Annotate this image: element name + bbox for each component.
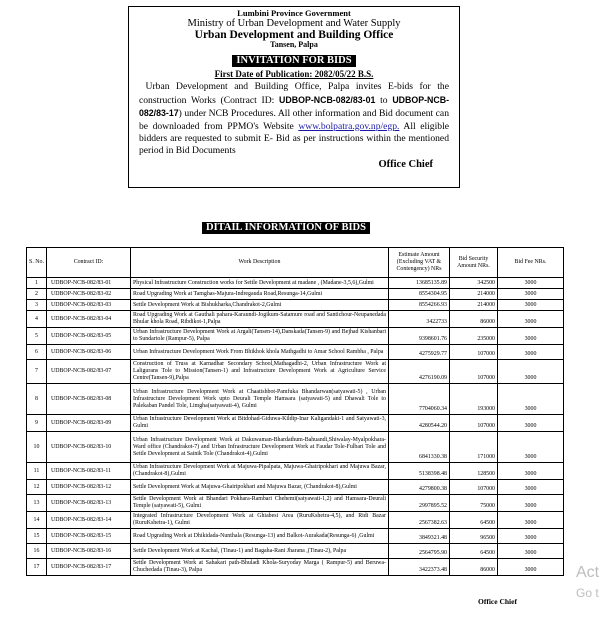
row-contract-id: UDBOP-NCB-082/83-16 [47,544,131,559]
row-contract-id: UDBOP-NCB-082/83-05 [47,328,131,345]
body-text-2: ) under NCB Procedures. All other information and Bid document can be downloaded from PPMO's Website [139,108,449,132]
row-bid-fee: 3000 [498,559,564,576]
watermark-line-1: Act [576,564,600,581]
body-text-3: All eligible bidders are requested to submit E- Bid as per instructions within the mentioned period in Bid Documents [139,120,449,157]
row-sn: 1 [27,278,47,289]
row-work-description: Urban Infrastructure Development Work at Majuwa-Pipalpata, Majuwa-Ghairipokhari and Majuwa Bazar, (Chandrakot-8),Gulmi [131,463,389,480]
row-bid-security: 107000 [450,415,498,432]
row-estimate: 2564795.90 [389,544,450,559]
row-bid-fee: 3000 [498,289,564,300]
details-heading: DITAIL INFORMATION OF BIDS [202,222,370,234]
row-contract-id: UDBOP-NCB-082/83-02 [47,289,131,300]
ppmo-website-link[interactable]: www.bolpatra.gov.np/egp. [298,120,400,132]
row-bid-security: 128500 [450,463,498,480]
office-chief-signature: Office Chief [378,158,433,170]
row-work-description: Road Upgrading Work at Dhikidada-Nunthala (Resunga-13) and Balkot-Aurakada(Resunga-6) ,Gulmi [131,529,389,544]
row-estimate: 8554304.95 [389,289,450,300]
row-contract-id: UDBOP-NCB-082/83-10 [47,432,131,463]
row-work-description: Construction of Truss at Karnadhar Secondary School,Mathagadhi-2, Urban Infrastructure Work at Laligurans Tole to Mission(Tansen-1) and Infrastructure Development Work at Agriculture Service Centre(Tansen-9),Palpa [131,360,389,384]
row-bid-fee: 3000 [498,311,564,328]
table-row [27,544,564,559]
row-bid-security: 64500 [450,512,498,529]
ministry-name: Ministry of Urban Development and Water Supply [187,17,401,29]
table-row [27,529,564,544]
table-header-row [27,248,564,278]
row-work-description: Urban Infrastructure Development Work at Argali(Tansen-14),Danskada(Tansen-9) and Bejhad Kishanbari to Sundartole (Rampur-5), Palpa [131,328,389,345]
row-work-description: Physical Infrastructure Construction works for Settle Development at madane , (Madane-3,5,6),Gulmi [131,278,389,289]
body-text-to: to [375,94,393,106]
table-row [27,432,564,463]
row-bid-fee: 3000 [498,432,564,463]
row-contract-id: UDBOP-NCB-082/83-04 [47,311,131,328]
invitation-heading: INVITATION FOR BIDS [232,55,355,67]
table-row [27,289,564,300]
contract-id-from: UDBOP-NCB-082/83-01 [279,94,376,105]
row-bid-security: 96500 [450,529,498,544]
row-sn: 4 [27,311,47,328]
row-contract-id: UDBOP-NCB-082/83-01 [47,278,131,289]
table-row [27,512,564,529]
row-work-description: Integrated Infrastructure Development Work at Ghiabesi Area (RuruKshetra-4,5), and Ridi Bazar (RuruKshetra-1), Gulmi [131,512,389,529]
table-row [27,480,564,495]
row-bid-fee: 3000 [498,300,564,311]
row-bid-fee: 3000 [498,360,564,384]
row-bid-fee: 3000 [498,328,564,345]
col-work-description: Work Description [131,248,389,278]
row-bid-security: 214000 [450,300,498,311]
table-row [27,559,564,576]
row-bid-security: 342500 [450,278,498,289]
row-estimate: 2997895.52 [389,495,450,512]
bids-table [26,247,564,576]
row-bid-security: 107000 [450,345,498,360]
row-bid-security: 193000 [450,384,498,415]
office-name: Urban Development and Building Office [194,28,394,41]
row-sn: 15 [27,529,47,544]
row-contract-id: UDBOP-NCB-082/83-12 [47,480,131,495]
row-bid-fee: 3000 [498,345,564,360]
row-work-description: Urban Infrastructure Development Work From Bhikhok khola Mathgadhi to Amar School Rambha , Palpa [131,345,389,360]
row-bid-fee: 3000 [498,544,564,559]
row-sn: 6 [27,345,47,360]
row-bid-fee: 3000 [498,463,564,480]
row-bid-fee: 3000 [498,495,564,512]
table-row [27,345,564,360]
col-contract-id: Contract ID: [47,248,131,278]
table-row [27,360,564,384]
row-estimate: 3422373.48 [389,559,450,576]
row-estimate: 4276190.09 [389,360,450,384]
row-bid-fee: 3000 [498,529,564,544]
row-sn: 8 [27,384,47,415]
row-bid-security: 86000 [450,559,498,576]
row-bid-fee: 3000 [498,384,564,415]
row-bid-security: 235000 [450,328,498,345]
row-estimate: 6841330.38 [389,432,450,463]
row-contract-id: UDBOP-NCB-082/83-07 [47,360,131,384]
publication-date: First Date of Publication: 2082/05/22 B.S. [214,69,374,80]
row-bid-security: 86000 [450,311,498,328]
row-sn: 12 [27,480,47,495]
row-work-description: Settle Development Work at Majuwa-Ghairipokhari and Majuwa Bazar, (Chandrakot-8),Gulmi [131,480,389,495]
row-work-description: Settle Development Work at Bishukharka,Chandrakot-2,Gulmi [131,300,389,311]
row-work-description: Urban Infrastructure Development Work at Chaatishbot-Pamfuka Bhandarwan(satyawati-5) , Urban Infrastructure Development Work upto Deurali Temple Hamsara (satyawati-5) and Dhawali Tole to Palekaban Pandel Tole, Limgha(satyawati-4), Gulmi [131,384,389,415]
row-contract-id: UDBOP-NCB-082/83-11 [47,463,131,480]
row-contract-id: UDBOP-NCB-082/83-15 [47,529,131,544]
row-bid-security: 171000 [450,432,498,463]
row-bid-security: 75000 [450,495,498,512]
row-contract-id: UDBOP-NCB-082/83-06 [47,345,131,360]
row-contract-id: UDBOP-NCB-082/83-09 [47,415,131,432]
row-sn: 2 [27,289,47,300]
table-row [27,384,564,415]
row-estimate: 9398601.76 [389,328,450,345]
footer-office-chief: Office Chief [478,597,517,606]
row-work-description: Settle Development Work at Sahakari path-Bhuladi Khola-Suryoday Marga ( Rampur-5) and Beruwa-Chuchedada (Tinau-3), Palpa [131,559,389,576]
col-bid-fee: Bid Fee NRs. [498,248,564,278]
contract-id-to: UDBOP-NCB-082/83-17 [139,94,449,119]
row-contract-id: UDBOP-NCB-082/83-17 [47,559,131,576]
row-bid-fee: 3000 [498,278,564,289]
row-estimate: 3849321.48 [389,529,450,544]
row-estimate: 4275929.77 [389,345,450,360]
table-row [27,463,564,480]
row-estimate: 8554266.93 [389,300,450,311]
row-bid-security: 214000 [450,289,498,300]
row-sn: 7 [27,360,47,384]
row-sn: 3 [27,300,47,311]
col-sn: S. No. [27,248,47,278]
row-sn: 9 [27,415,47,432]
body-text-1: Urban Development and Building Office, Palpa invites E-bids for the construction Works (Contract ID: [139,81,449,106]
row-sn: 13 [27,495,47,512]
table-row [27,495,564,512]
row-contract-id: UDBOP-NCB-082/83-13 [47,495,131,512]
row-work-description: Road Upgrading Work at Gauthali pahara-Karaundi-Jogikum-Satamure road and Santichour-Neupanedada Bhular khola Road, Ribdikot-1,Palpa [131,311,389,328]
row-contract-id: UDBOP-NCB-082/83-08 [47,384,131,415]
windows-activation-watermark [576,562,599,604]
row-sn: 17 [27,559,47,576]
row-estimate: 3422733 [389,311,450,328]
row-work-description: Urban Infrastructure Development Work at Dakuwaman-Bhardathum-Bahuandi,Shiwalay-Myalpokhara-Ward office (Chandrakot-7) and Urban Infrastructure Development Work at Faudar Tole-Fulbari Tole and Settle Development at Sainik Tole (Chandrakot-4),Gulmi [131,432,389,463]
row-estimate: 5138398.48 [389,463,450,480]
row-sn: 16 [27,544,47,559]
government-name: Lumbini Province Government [237,8,351,18]
row-estimate: 4280544.20 [389,415,450,432]
row-bid-fee: 3000 [498,415,564,432]
table-row [27,300,564,311]
row-contract-id: UDBOP-NCB-082/83-14 [47,512,131,529]
notice-body [139,81,449,157]
row-sn: 11 [27,463,47,480]
watermark-line-2: Go t [576,586,599,600]
col-estimate: Estimate Amount (Excluding VAT & Contengency) NRs [389,248,450,278]
row-estimate: 7704060.34 [389,384,450,415]
row-sn: 14 [27,512,47,529]
row-work-description: Settle Development Work at Bhandari Pokhara-Rambari Chehemi(satyawati-1,2) and Hamsara-Deurali Temple (satyawati-5), Gulmi [131,495,389,512]
row-bid-security: 107000 [450,360,498,384]
row-estimate: 13685135.89 [389,278,450,289]
row-sn: 5 [27,328,47,345]
col-bid-security: Bid Security Amount NRs. [450,248,498,278]
table-row [27,311,564,328]
row-work-description: Urban Infrastructure Development Work at Bitdohad-Giduwa-Kildip-Inar Kaligandaki-1 and Satyawati-3, Gulmi [131,415,389,432]
row-bid-fee: 3000 [498,512,564,529]
table-row [27,278,564,289]
row-bid-fee: 3000 [498,480,564,495]
row-contract-id: UDBOP-NCB-082/83-03 [47,300,131,311]
table-row [27,415,564,432]
row-estimate: 2567382.63 [389,512,450,529]
invitation-notice [128,6,460,188]
row-work-description: Road Upgrading Work at Tamghas-Majura-Indregauda Road,Resunga-14,Gulmi [131,289,389,300]
table-row [27,328,564,345]
row-estimate: 4279800.38 [389,480,450,495]
row-work-description: Settle Development Work at Kachal, (Tinau-1) and Bagaha-Rani Jharana ,(Tinau-2), Palpa [131,544,389,559]
row-bid-security: 107000 [450,480,498,495]
office-location: Tansen, Palpa [270,40,318,49]
row-sn: 10 [27,432,47,463]
row-bid-security: 64500 [450,544,498,559]
